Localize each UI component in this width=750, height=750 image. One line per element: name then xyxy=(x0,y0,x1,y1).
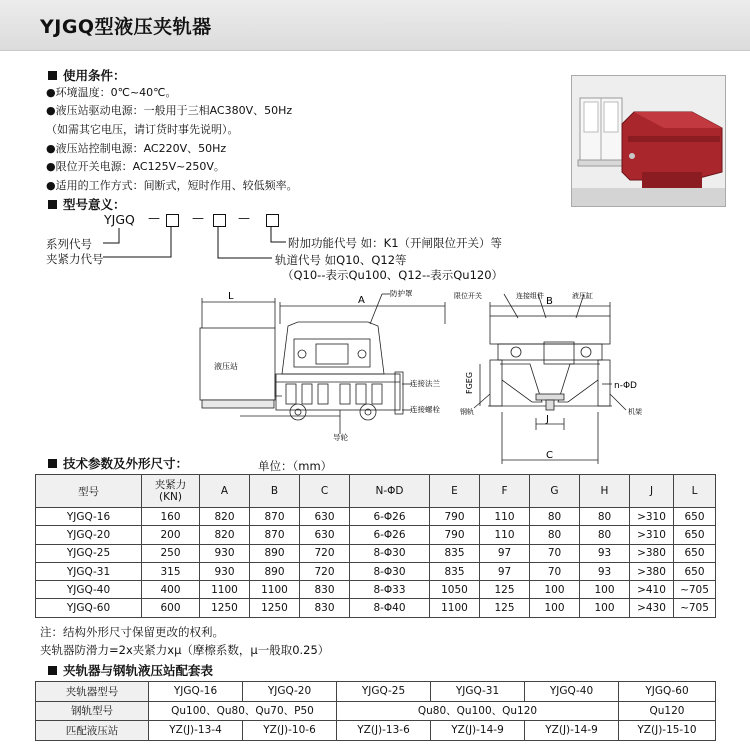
spec-value-cell: >310 xyxy=(630,508,674,526)
spec-value-cell: 890 xyxy=(250,544,300,562)
spec-value-cell: 100 xyxy=(530,581,580,599)
usage-item: （如需其它电压，请订货时事先说明）。 xyxy=(46,123,239,136)
spec-model-cell: YJGQ-20 xyxy=(36,526,142,544)
spec-value-cell: 8-Φ30 xyxy=(350,544,430,562)
spec-model-cell: YJGQ-16 xyxy=(36,508,142,526)
spec-value-cell: 930 xyxy=(200,562,250,580)
spec-row xyxy=(36,562,716,580)
connecting-bolt-label: 连接螺栓 xyxy=(410,405,440,414)
spec-value-cell: 890 xyxy=(250,562,300,580)
spec-value-cell: >310 xyxy=(630,526,674,544)
col-header-B: B xyxy=(250,475,300,508)
col-header-C: C xyxy=(300,475,350,508)
spec-value-cell: 8-Φ40 xyxy=(350,599,430,617)
spec-model-cell: YJGQ-25 xyxy=(36,544,142,562)
spec-value-cell: ~705 xyxy=(674,599,716,617)
square-bullet-icon xyxy=(48,459,57,468)
col-header-clamp-force xyxy=(142,475,200,508)
col-header-E: E xyxy=(430,475,480,508)
function-code-label: 附加功能代号 如：K1（开闸限位开关）等 xyxy=(288,236,503,250)
spec-table-body xyxy=(36,508,716,618)
col-header-A: A xyxy=(200,475,250,508)
spec-value-cell: 250 xyxy=(142,544,200,562)
spec-value-cell: 400 xyxy=(142,581,200,599)
match-row-rails xyxy=(36,701,716,721)
match-station-cell: YZ(J)-14-9 xyxy=(431,721,525,741)
spec-value-cell: 1100 xyxy=(430,599,480,617)
link-assembly-label: 连接组件 xyxy=(516,292,544,300)
n-phi-d-label: n-ΦD xyxy=(614,381,637,391)
frame-label: 机架 xyxy=(628,408,642,416)
spec-value-cell: 835 xyxy=(430,544,480,562)
match-model-cell: YJGQ-60 xyxy=(619,682,716,702)
spec-value-cell: 100 xyxy=(530,599,580,617)
match-model-cell: YJGQ-16 xyxy=(149,682,243,702)
spec-heading-text: 技术参数及外形尺寸： xyxy=(63,456,189,471)
spec-value-cell: 97 xyxy=(480,544,530,562)
spec-value-cell: 630 xyxy=(300,526,350,544)
spec-value-cell: 70 xyxy=(530,544,580,562)
model-dash: — xyxy=(192,211,204,225)
dim-J: J xyxy=(546,414,549,425)
match-label-model: 夹轨器型号 xyxy=(36,682,149,702)
spec-row xyxy=(36,508,716,526)
match-model-cell: YJGQ-31 xyxy=(431,682,525,702)
spec-value-cell: 110 xyxy=(480,508,530,526)
match-station-cell: YZ(J)-13-4 xyxy=(149,721,243,741)
spec-value-cell: 720 xyxy=(300,562,350,580)
usage-item: ●液压站控制电源：AC220V、50Hz xyxy=(46,142,227,155)
match-rail-cell: Qu80、Qu100、Qu120 xyxy=(337,701,619,721)
spec-value-cell: 100 xyxy=(580,581,630,599)
usage-heading-text: 使用条件： xyxy=(63,68,126,83)
spec-value-cell: 830 xyxy=(300,581,350,599)
spec-value-cell: 1050 xyxy=(430,581,480,599)
usage-item: ●限位开关电源：AC125V~250V。 xyxy=(46,160,225,173)
spec-value-cell: 80 xyxy=(580,508,630,526)
match-station-cell: YZ(J)-13-6 xyxy=(337,721,431,741)
spec-value-cell: 650 xyxy=(674,508,716,526)
hydraulic-station-label: 液压站 xyxy=(214,362,238,371)
spec-value-cell: >380 xyxy=(630,544,674,562)
series-code-label: 系列代号 xyxy=(46,237,92,251)
spec-value-cell: 80 xyxy=(530,508,580,526)
side-view-drawing xyxy=(190,284,450,444)
spec-value-cell: >430 xyxy=(630,599,674,617)
spec-value-cell: 70 xyxy=(530,562,580,580)
spec-value-cell: 870 xyxy=(250,526,300,544)
side-dim-letters: FGEG xyxy=(465,371,474,394)
spec-value-cell: 630 xyxy=(300,508,350,526)
spec-value-cell: 80 xyxy=(530,526,580,544)
spec-value-cell: >410 xyxy=(630,581,674,599)
col-header-J: J xyxy=(630,475,674,508)
col-header-F: F xyxy=(480,475,530,508)
hydraulic-cylinder-label: 液压缸 xyxy=(572,292,593,300)
spec-value-cell: 790 xyxy=(430,508,480,526)
spec-value-cell: ~705 xyxy=(674,581,716,599)
match-heading-text: 夹轨器与钢轨液压站配套表 xyxy=(63,663,214,678)
spec-value-cell: 820 xyxy=(200,526,250,544)
note-line: 夹轨器防滑力=2x夹紧力xμ（摩檫系数，μ一般取0.25） xyxy=(40,643,330,657)
spec-value-cell: 830 xyxy=(300,599,350,617)
dim-L: L xyxy=(228,291,234,302)
col-header-H: H xyxy=(580,475,630,508)
spec-value-cell: 720 xyxy=(300,544,350,562)
col-header-G: G xyxy=(530,475,580,508)
spec-value-cell: 125 xyxy=(480,599,530,617)
spec-row xyxy=(36,526,716,544)
spec-value-cell: 870 xyxy=(250,508,300,526)
protective-cover-label: 防护罩 xyxy=(390,289,413,298)
match-label-station: 匹配液压站 xyxy=(36,721,149,741)
col-header-model: 型号 xyxy=(36,475,142,508)
spec-value-cell: 790 xyxy=(430,526,480,544)
page-title: YJGQ型液压夹轨器 xyxy=(40,16,212,38)
spec-value-cell: 315 xyxy=(142,562,200,580)
dim-C: C xyxy=(546,450,553,461)
match-station-cell: YZ(J)-14-9 xyxy=(525,721,619,741)
model-dash: — xyxy=(148,211,160,225)
rail-code-note: （Q10--表示Qu100、Q12--表示Qu120） xyxy=(282,268,504,282)
spec-heading xyxy=(48,454,188,472)
spec-row xyxy=(36,581,716,599)
spec-value-cell: 1100 xyxy=(200,581,250,599)
spec-value-cell: 200 xyxy=(142,526,200,544)
match-row-stations xyxy=(36,721,716,741)
spec-header-row xyxy=(36,475,716,508)
spec-value-cell: 600 xyxy=(142,599,200,617)
spec-value-cell: 93 xyxy=(580,544,630,562)
spec-model-cell: YJGQ-40 xyxy=(36,581,142,599)
spec-model-cell: YJGQ-31 xyxy=(36,562,142,580)
spec-model-cell: YJGQ-60 xyxy=(36,599,142,617)
spec-value-cell: 1100 xyxy=(250,581,300,599)
clamp-code-label: 夹紧力代号 xyxy=(46,252,104,266)
match-rail-cell: Qu100、Qu80、Qu70、P50 xyxy=(149,701,337,721)
dim-B: B xyxy=(546,296,553,307)
match-model-cell: YJGQ-25 xyxy=(337,682,431,702)
spec-value-cell: 97 xyxy=(480,562,530,580)
spec-value-cell: 930 xyxy=(200,544,250,562)
spec-value-cell: 6-Φ26 xyxy=(350,508,430,526)
spec-value-cell: 650 xyxy=(674,526,716,544)
unit-label: 单位：（mm） xyxy=(258,459,333,473)
rail-code-label: 轨道代号 如Q10、Q12等 xyxy=(275,253,407,267)
square-bullet-icon xyxy=(48,666,57,675)
spec-value-cell: 93 xyxy=(580,562,630,580)
match-rail-cell: Qu120 xyxy=(619,701,716,721)
match-heading xyxy=(48,661,213,679)
spec-row xyxy=(36,599,716,617)
spec-table xyxy=(35,474,716,618)
usage-item: ●液压站驱动电源：一般用于三相AC380V、50Hz xyxy=(46,104,293,117)
spec-value-cell: 125 xyxy=(480,581,530,599)
note-line: 注：结构外形尺寸保留更改的权利。 xyxy=(40,625,224,639)
clamp-force-header-text: 夹紧力 (KN) xyxy=(154,479,187,503)
model-dash: — xyxy=(238,211,250,225)
rail-label: 钢轨 xyxy=(460,408,474,416)
spec-value-cell: 650 xyxy=(674,562,716,580)
match-label-rail: 钢轨型号 xyxy=(36,701,149,721)
spec-value-cell: 820 xyxy=(200,508,250,526)
spec-value-cell: 6-Φ26 xyxy=(350,526,430,544)
match-station-cell: YZ(J)-10-6 xyxy=(243,721,337,741)
connecting-flange-label: 连接法兰 xyxy=(410,379,440,388)
spec-value-cell: 650 xyxy=(674,544,716,562)
match-station-cell: YZ(J)-15-10 xyxy=(619,721,716,741)
spec-value-cell: 1250 xyxy=(250,599,300,617)
front-view-drawing xyxy=(454,284,660,469)
spec-value-cell: >380 xyxy=(630,562,674,580)
spec-value-cell: 100 xyxy=(580,599,630,617)
model-code: YJGQ xyxy=(104,212,135,227)
spec-value-cell: 8-Φ30 xyxy=(350,562,430,580)
spec-row xyxy=(36,544,716,562)
spec-value-cell: 80 xyxy=(580,526,630,544)
spec-value-cell: 110 xyxy=(480,526,530,544)
usage-item: ●适用的工作方式：间断式，短时作用、较低频率。 xyxy=(46,179,298,192)
model-heading-text: 型号意义： xyxy=(63,197,126,212)
guide-wheel-label: 导轮 xyxy=(333,433,348,442)
usage-item: ●环境温度：0℃~40℃。 xyxy=(46,86,177,99)
match-row-models xyxy=(36,682,716,702)
dim-A: A xyxy=(358,295,365,306)
match-table xyxy=(35,681,716,741)
match-model-cell: YJGQ-40 xyxy=(525,682,619,702)
spec-value-cell: 8-Φ33 xyxy=(350,581,430,599)
spec-value-cell: 160 xyxy=(142,508,200,526)
match-model-cell: YJGQ-20 xyxy=(243,682,337,702)
col-header-nphid: N-ΦD xyxy=(350,475,430,508)
limit-switch-label: 限位开关 xyxy=(454,292,482,300)
col-header-L: L xyxy=(674,475,716,508)
spec-value-cell: 835 xyxy=(430,562,480,580)
spec-value-cell: 1250 xyxy=(200,599,250,617)
